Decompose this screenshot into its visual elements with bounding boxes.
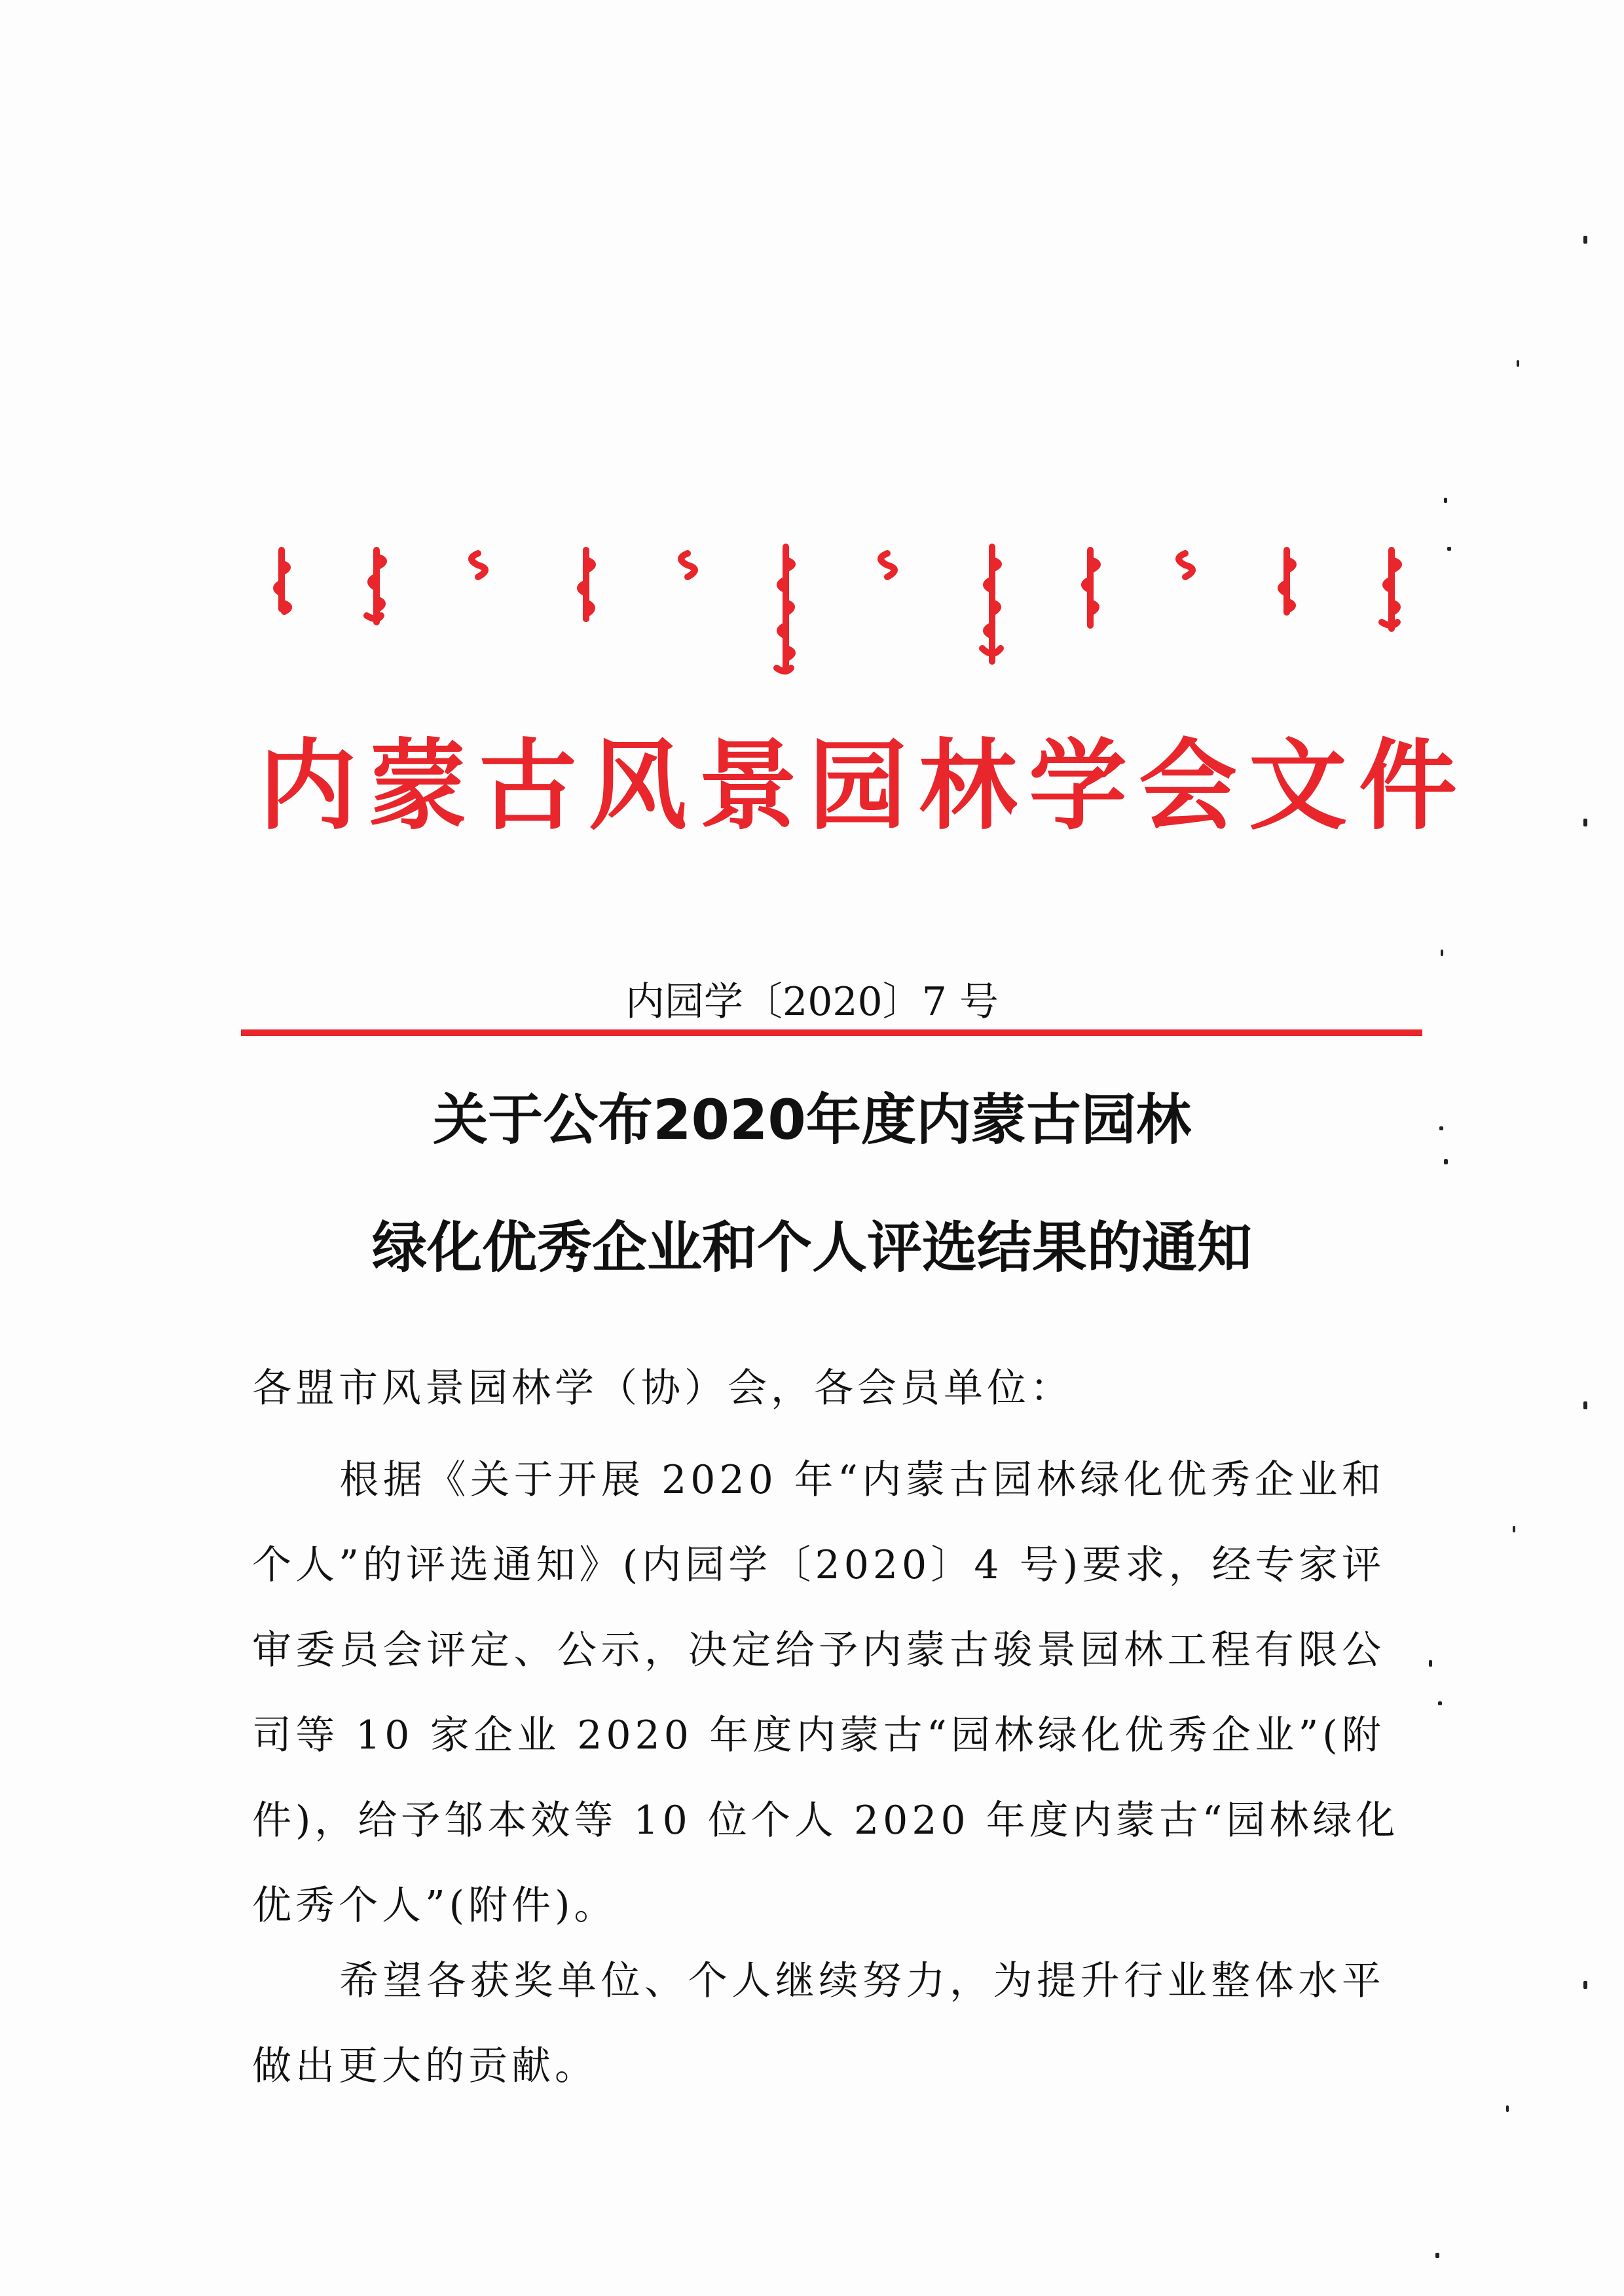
paragraph-line: 做出更大的贡献。	[252, 2043, 598, 2089]
paragraph-line: 件)，给予邹本效等 10 位个人 2020 年度内蒙古“园林绿化	[252, 1798, 1399, 1843]
scan-speck	[1513, 1526, 1515, 1532]
letterhead-red-rule	[241, 1029, 1422, 1036]
scan-speck	[1439, 1126, 1443, 1130]
scan-speck	[1506, 2105, 1509, 2112]
scan-speck	[1441, 950, 1443, 956]
scan-speck	[1583, 236, 1587, 244]
scan-speck	[1438, 1701, 1442, 1705]
scan-speck	[1583, 1401, 1587, 1409]
mongolian-script-header	[262, 537, 1414, 694]
paragraph-line: 司等 10 家企业 2020 年度内蒙古“园林绿化优秀企业”(附	[252, 1713, 1385, 1758]
scan-speck	[1444, 1159, 1448, 1164]
scan-speck	[1583, 1981, 1587, 1989]
body-paragraph-1	[252, 1437, 1399, 1948]
scan-speck	[1444, 498, 1447, 503]
scan-speck	[1429, 1660, 1432, 1667]
scan-speck	[1435, 2253, 1439, 2258]
notice-title-line-2: 绿化优秀企业和个人评选结果的通知	[371, 1215, 1252, 1280]
paragraph-line: 个人”的评选通知》(内园学〔2020〕4 号)要求，经专家评	[252, 1542, 1385, 1588]
body-paragraph-2	[252, 1938, 1385, 2109]
paragraph-line: 优秀个人”(附件)。	[252, 1883, 618, 1929]
paragraph-line: 希望各获奖单位、个人继续努力，为提升行业整体水平	[252, 1958, 1385, 2004]
letterhead-org-title: 内蒙古风景园林学会文件	[259, 728, 1469, 843]
document-number: 内园学〔2020〕7 号	[625, 979, 999, 1025]
paragraph-line: 审委员会评定、公示，决定给予内蒙古骏景园林工程有限公	[252, 1627, 1385, 1673]
paragraph-line: 根据《关于开展 2020 年“内蒙古园林绿化优秀企业和	[252, 1457, 1385, 1503]
notice-title-line-1: 关于公布2020年度内蒙古园林	[433, 1088, 1191, 1152]
scan-speck	[1583, 819, 1587, 826]
salutation: 各盟市风景园林学（协）会，各会员单位：	[252, 1365, 1073, 1411]
scan-speck	[1517, 360, 1519, 367]
scan-speck	[1447, 547, 1451, 551]
